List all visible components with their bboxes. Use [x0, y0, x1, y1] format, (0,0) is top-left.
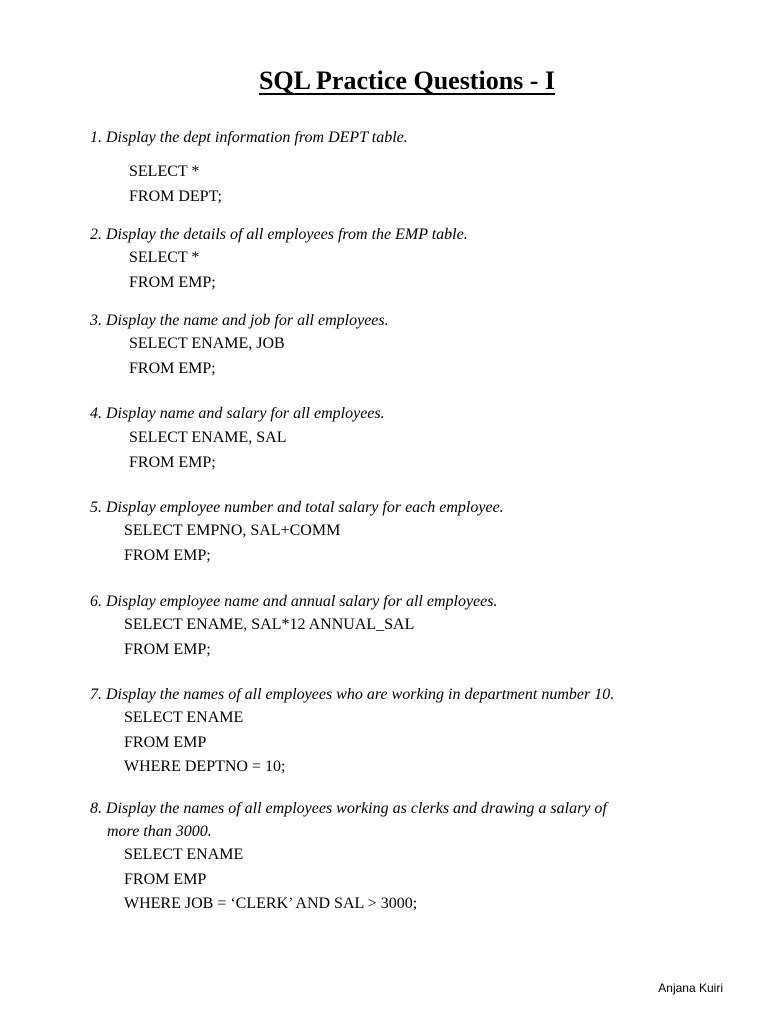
page-title: SQL Practice Questions - I [258, 66, 556, 95]
code-line: SELECT * [129, 163, 200, 180]
author-footer: Anjana Kuiri [658, 981, 723, 995]
code-line: WHERE JOB = ‘CLERK’ AND SAL > 3000; [124, 895, 418, 912]
code-line: WHERE DEPTNO = 10; [124, 758, 286, 775]
question-8 [90, 797, 607, 843]
code-line: SELECT ENAME, SAL [129, 429, 287, 446]
code-line: SELECT ENAME [124, 846, 244, 863]
answer-2-code [129, 246, 216, 295]
question-8-line-2: more than 3000. [107, 823, 212, 840]
question-1: 1. Display the dept information from DEPT table. [90, 129, 408, 146]
question-6: 6. Display employee name and annual salary for all employees. [90, 593, 498, 610]
code-line: FROM EMP; [129, 359, 216, 377]
question-2: 2. Display the details of all employees from the EMP table. [90, 226, 468, 243]
answer-3-code [129, 332, 285, 381]
code-line: SELECT ENAME [124, 709, 244, 726]
question-7: 7. Display the names of all employees who are working in department number 10. [90, 686, 615, 703]
code-line: FROM EMP; [129, 273, 216, 291]
code-line: FROM DEPT; [129, 187, 222, 205]
answer-7-code [124, 706, 285, 780]
code-line: SELECT EMPNO, SAL+COMM [124, 522, 341, 539]
code-line: FROM EMP; [124, 546, 211, 564]
code-line: SELECT ENAME, JOB [129, 335, 285, 352]
question-8-line-1: 8. Display the names of all employees working as clerks and drawing a salary of [90, 800, 607, 817]
answer-5-code [124, 519, 340, 568]
question-5: 5. Display employee number and total salary for each employee. [90, 499, 504, 516]
code-line: FROM EMP; [129, 453, 216, 471]
code-line: SELECT ENAME, SAL*12 ANNUAL_SAL [124, 616, 415, 633]
answer-4-code [129, 426, 286, 475]
code-line: FROM EMP; [124, 640, 211, 658]
question-3: 3. Display the name and job for all employees. [90, 312, 389, 329]
answer-1-code [129, 160, 222, 209]
code-line: SELECT * [129, 249, 200, 266]
answer-6-code [124, 613, 414, 662]
code-line: FROM EMP [124, 870, 207, 888]
answer-8-code [124, 843, 417, 917]
question-4: 4. Display name and salary for all employees. [90, 405, 385, 422]
code-line: FROM EMP [124, 733, 207, 751]
